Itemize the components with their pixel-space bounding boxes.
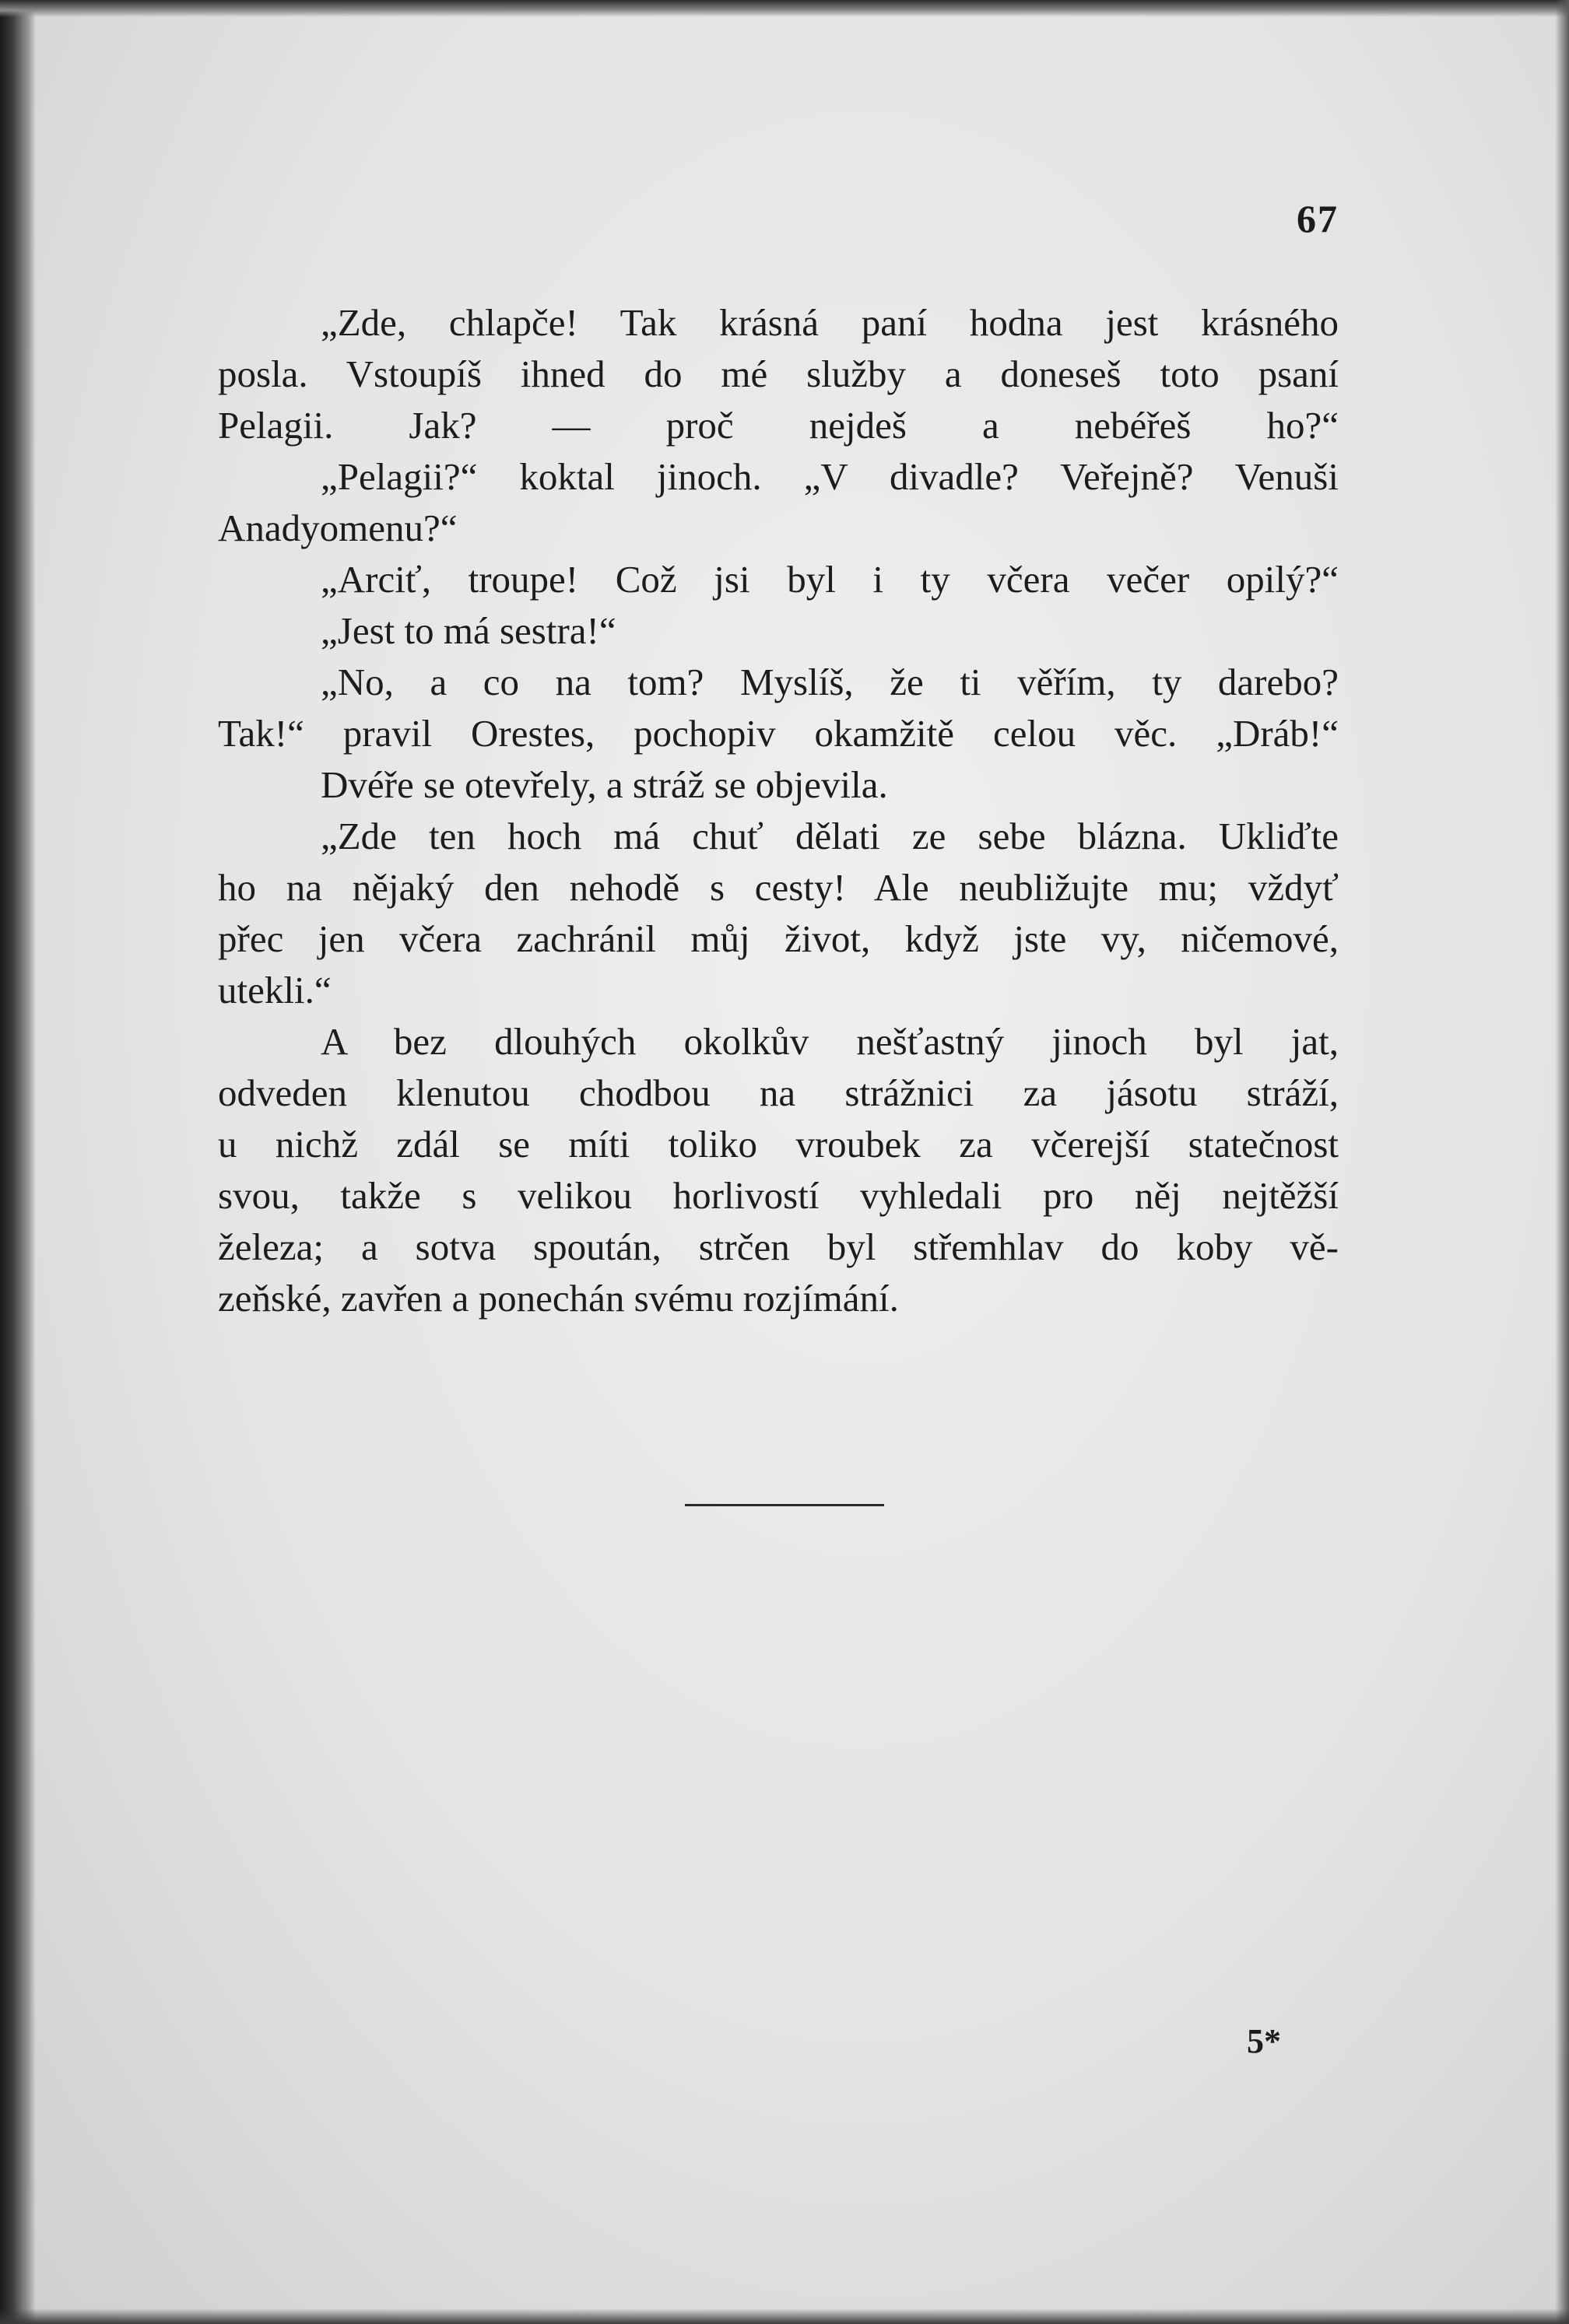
text-line: Pelagii. Jak? — proč nejdeš a nebéřeš ho?“ — [218, 404, 1339, 447]
text-line: u nichž zdál se míti toliko vroubek za včerejší statečnost — [218, 1123, 1339, 1166]
text-line: ho na nějaký den nehodě s cesty! Ale neubližujte mu; vždyť — [218, 866, 1339, 909]
text-line: „No, a co na tom? Myslíš, že ti věřím, ty darebo? — [321, 661, 1339, 703]
text-line: Tak!“ pravil Orestes, pochopiv okamžitě celou věc. „Dráb!“ — [218, 712, 1339, 755]
text-line: zeňské, zavřen a ponechán svému rozjímání. — [218, 1277, 899, 1320]
text-line: „Jest to má sestra!“ — [321, 609, 616, 652]
text-line: „Zde ten hoch má chuť dělati ze sebe blázna. Ukliďte — [321, 815, 1339, 857]
book-spine-shadow — [0, 0, 36, 2324]
right-edge-shadow — [1555, 0, 1569, 2324]
text-line: přec jen včera zachránil můj život, když jste vy, ničemové, — [218, 917, 1339, 960]
text-line: „Arciť, troupe! Což jsi byl i ty včera večer opilý?“ — [321, 558, 1339, 601]
top-edge-shadow — [0, 0, 1569, 17]
text-line: železa; a sotva spoután, strčen byl střemhlav do koby vě- — [218, 1225, 1339, 1268]
text-line: utekli.“ — [218, 969, 332, 1011]
text-line: „Zde, chlapče! Tak krásná paní hodna jest krásného — [321, 301, 1339, 344]
section-divider — [685, 1504, 884, 1506]
text-line: Anadyomenu?“ — [218, 507, 458, 549]
page-number: 67 — [1297, 197, 1339, 240]
text-line: Dvéře se otevřely, a stráž se objevila. — [321, 763, 888, 806]
text-line: odveden klenutou chodbou na strážnici za jásotu stráží, — [218, 1071, 1339, 1114]
text-line: A bez dlouhých okolkův nešťastný jinoch byl jat, — [321, 1020, 1339, 1063]
text-line: svou, takže s velikou horlivostí vyhledali pro něj nejtěžší — [218, 1174, 1339, 1217]
body-text — [218, 297, 1339, 1324]
text-line: posla. Vstoupíš ihned do mé služby a doneseš toto psaní — [218, 352, 1339, 395]
text-line: „Pelagii?“ koktal jinoch. „V divadle? Veřejně? Venuši — [321, 455, 1339, 498]
signature-mark: 5* — [1247, 2022, 1281, 2060]
bottom-edge-shadow — [0, 2308, 1569, 2324]
